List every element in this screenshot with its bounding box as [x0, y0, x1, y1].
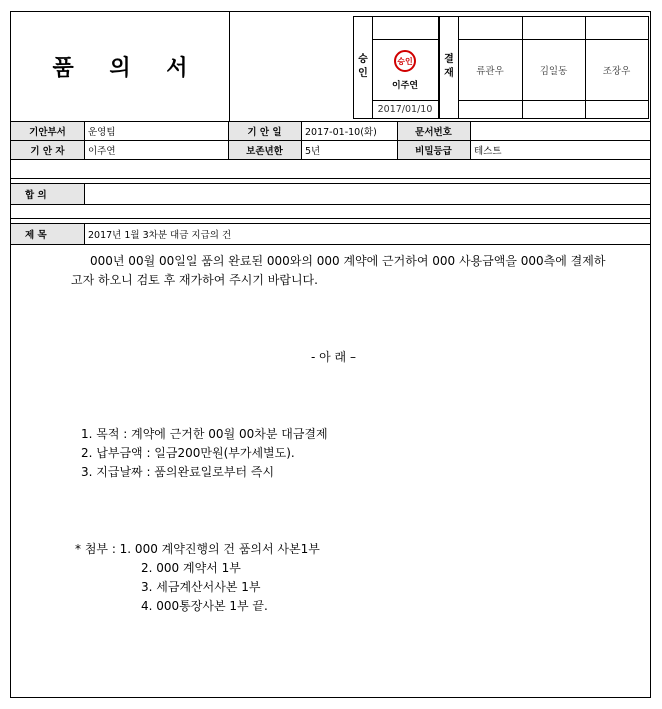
signer-2: 김일동: [539, 65, 568, 77]
body-paragraph-1: 000년 00월 00일일 품의 완료된 000와의 000 계약에 근거하여 000 사용금액을 000측에 결제하: [90, 254, 606, 268]
document-title: 품 의 서: [52, 56, 202, 81]
signers-box: [439, 16, 649, 119]
attachment-4: 4. 000통장사본 1부 끝.: [141, 599, 268, 613]
date-value: 2017-01-10(화): [305, 127, 377, 138]
approver-name: 이주연: [391, 80, 419, 91]
security-label: 비밀등급: [397, 141, 470, 159]
docno-label: 문서번호: [397, 122, 470, 140]
signer-3: 조장우: [602, 65, 631, 77]
body-paragraph-2: 고자 하오니 검토 후 재가하여 주시기 바랍니다.: [71, 273, 318, 287]
approve-label: 승인: [358, 54, 368, 79]
attachment-2: 2. 000 계약서 1부: [141, 561, 241, 575]
pay-label: 결재: [444, 54, 454, 79]
retention-label: 보존년한: [228, 141, 301, 159]
approval-stamp: 승인: [394, 50, 416, 72]
drafter-value: 이주연: [88, 146, 116, 157]
attachment-3: 3. 세금계산서사본 1부: [141, 580, 261, 594]
signer-1: 류관우: [476, 65, 504, 77]
subject-label: 제 목: [11, 224, 84, 244]
attachment-1: * 첨부 : 1. 000 계약진행의 건 품의서 사본1부: [75, 542, 320, 556]
list-item-3: 3. 지급날짜 : 품의완료일로부터 즉시: [81, 465, 275, 479]
security-value: 테스트: [474, 146, 502, 157]
approval-box: [353, 16, 439, 119]
agree-label: 합 의: [11, 184, 84, 204]
retention-value: 5년: [305, 146, 321, 157]
dept-label: 기안부서: [11, 122, 84, 140]
center-heading: - 아 래 –: [311, 350, 356, 364]
dept-value: 운영팀: [88, 127, 116, 138]
date-label: 기 안 일: [228, 122, 301, 140]
docno-value: [470, 122, 650, 140]
list-item-1: 1. 목적 : 계약에 근거한 00월 00차분 대금결제: [81, 427, 328, 441]
document-frame: [10, 11, 651, 698]
approve-date: 2017/01/10: [377, 104, 433, 115]
list-item-2: 2. 납부금액 : 일금200만원(부가세별도).: [81, 446, 295, 460]
drafter-label: 기 안 자: [11, 141, 84, 159]
subject-value: 2017년 1월 3차분 대금 지급의 건: [88, 230, 232, 241]
